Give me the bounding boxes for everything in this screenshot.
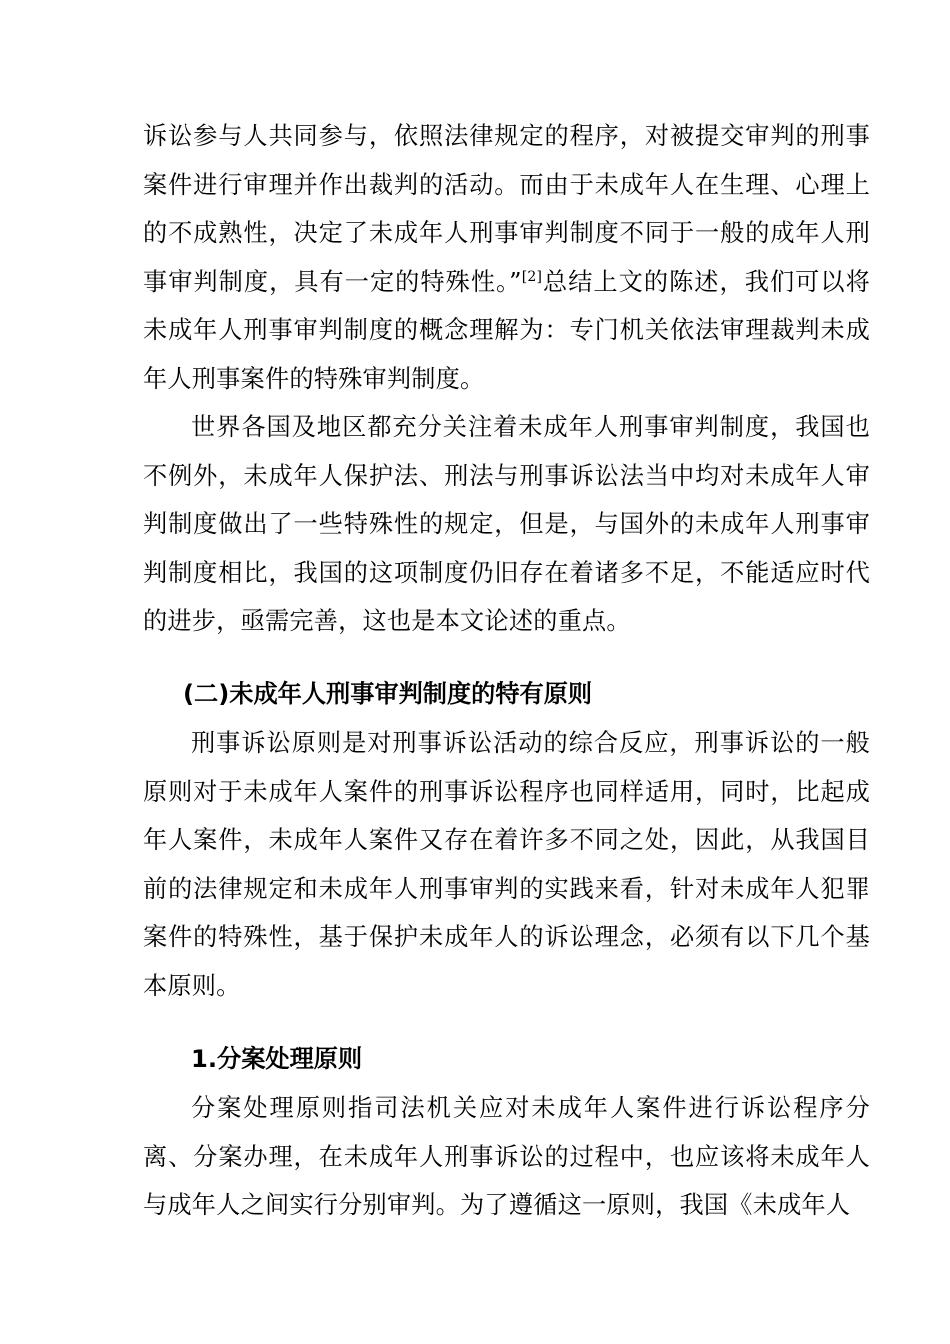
paragraph-4: 分案处理原则指司法机关应对未成年人案件进行诉讼程序分离、分案办理，在未成年人刑事诉讼的过程中，也应该将未成年人与成年人之间实行分别审判。为了遵循这一原则，我国《未成年人 xyxy=(143,1094,870,1219)
paragraph-3: 刑事诉讼原则是对刑事诉讼活动的综合反应，刑事诉讼的一般原则对于未成年人案件的刑事诉讼程序也同样适用，同时，比起成年人案件，未成年人案件又存在着许多不同之处，因此，从我国目前的法律规定和未成年人刑事审判的实践来看，针对未成年人犯罪案件的特殊性，基于保护未成年人的诉讼理念，必须有以下几个基本原则。 xyxy=(143,729,870,1000)
paragraph-1 xyxy=(143,112,870,403)
paragraph-2: 世界各国及地区都充分关注着未成年人刑事审判制度，我国也不例外，未成年人保护法、刑法与刑事诉讼法当中均对未成年人审判制度做出了一些特殊性的规定，但是，与国外的未成年人刑事审判制度相比，我国的这项制度仍旧存在着诸多不足，不能适应时代的进步，亟需完善，这也是本文论述的重点。 xyxy=(143,413,870,635)
section-heading: (二)未成年人刑事审判制度的特有原则 xyxy=(183,680,593,708)
citation-marker: [2] xyxy=(521,268,543,285)
paragraph-1-text-a: 诉讼参与人共同参与，依照法律规定的程序，对被提交审判的刑事案件进行审理并作出裁判的活动。而由于未成年人在生理、心理上的不成熟性，决定了未成年人刑事审判制度不同于一般的成年人刑事审判制度，具有一定的特殊性。” xyxy=(143,122,870,296)
subsection-heading: 1.分案处理原则 xyxy=(191,1045,363,1073)
paragraph-1-text-b: 总结上文的陈述，我们可以将未成年人刑事审判制度的概念理解为：专门机关依法审理裁判未成年人刑事案件的特殊审判制度。 xyxy=(143,267,870,393)
